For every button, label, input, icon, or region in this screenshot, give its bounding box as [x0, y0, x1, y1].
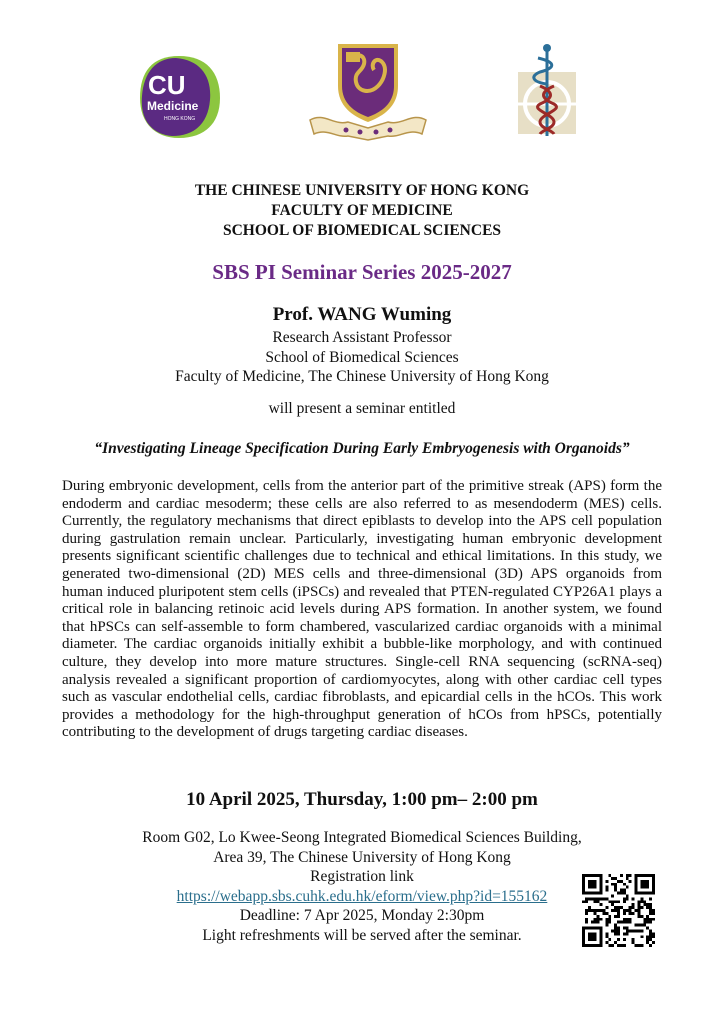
refreshments-note: Light refreshments will be served after the seminar. — [202, 926, 522, 944]
institution-header — [0, 181, 724, 241]
venue-room: Room G02, Lo Kwee-Seong Integrated Biomedical Sciences Building, — [142, 829, 582, 846]
logo-row — [0, 40, 724, 145]
registration-deadline: Deadline: 7 Apr 2025, Monday 2:30pm — [239, 907, 485, 924]
cuhk-crest-logo — [304, 42, 432, 142]
medicine-logo-text: Medicine — [147, 99, 199, 113]
school-name: SCHOOL OF BIOMEDICAL SCIENCES — [222, 222, 502, 239]
seminar-title: “Investigating Lineage Specification During Early Embryogenesis with Organoids” — [94, 440, 630, 457]
qr-code-icon[interactable] — [582, 874, 655, 947]
cu-medicine-logo — [136, 54, 222, 140]
speaker-name: Prof. WANG Wuming — [272, 304, 452, 325]
seminar-datetime: 10 April 2025, Thursday, 1:00 pm– 2:00 pm — [186, 789, 538, 810]
cu-logo-text: CU — [148, 70, 186, 100]
speaker-faculty: Faculty of Medicine, The Chinese University of Hong Kong — [175, 368, 549, 385]
venue-area: Area 39, The Chinese University of Hong Kong — [213, 848, 511, 866]
speaker-position: Research Assistant Professor — [272, 329, 452, 346]
abstract-paragraph: During embryonic development, cells from the anterior part of the primitive streak (APS) form the endoderm and cardiac mesoderm; these cells are also referred to as mesendoderm (MES) cells. Currently, the regulatory mechanisms that direct epiblasts to develop into the APS cell population during gastrulation remain unclear. Particularly, investigating human embryonic development presents significant scientific challenges due to technical and ethical limitations. In this study, we generated two-dimensional (2D) MES cells and three-dimensional (3D) APS organoids from human induced pluripotent stem cells (iPSCs) and revealed that PTEN-regulated CYP26A1 plays a critical role in balancing retinoic acid levels during APS formation. In another system, we found that hPSCs can self-assemble to form chambered, vascularized cardiac organoids with a minimal diameter. The cardiac organoids initially exhibit a bubble-like morphology, and with continued culture, they develop into more mature structures. Single-cell RNA sequencing (scRNA-seq) analysis revealed a significant proportion of cardiomyocytes, along with other cardiac cell types such as vascular endothelial cells, cardiac fibroblasts, and epicardial cells in the hCOs. This work provides a methodology for the high-throughput generation of hCOs from hPSCs, potentially contributing to the development of drugs targeting cardiac diseases. — [62, 478, 662, 741]
registration-label: Registration link — [310, 868, 414, 885]
faculty-name: FACULTY OF MEDICINE — [271, 202, 453, 219]
university-name: THE CHINESE UNIVERSITY OF HONG KONG — [194, 182, 530, 199]
present-text: will present a seminar entitled — [268, 400, 456, 417]
registration-link[interactable]: https://webapp.sbs.cuhk.edu.hk/eform/view.php?id=155162 — [176, 887, 548, 905]
caduceus-dna-logo — [516, 42, 578, 137]
hong-kong-logo-text: HONG KONG — [164, 116, 196, 122]
speaker-school: School of Biomedical Sciences — [265, 348, 459, 366]
speaker-affiliation — [0, 328, 724, 387]
seminar-series-title: SBS PI Seminar Series 2025-2027 — [212, 260, 512, 284]
